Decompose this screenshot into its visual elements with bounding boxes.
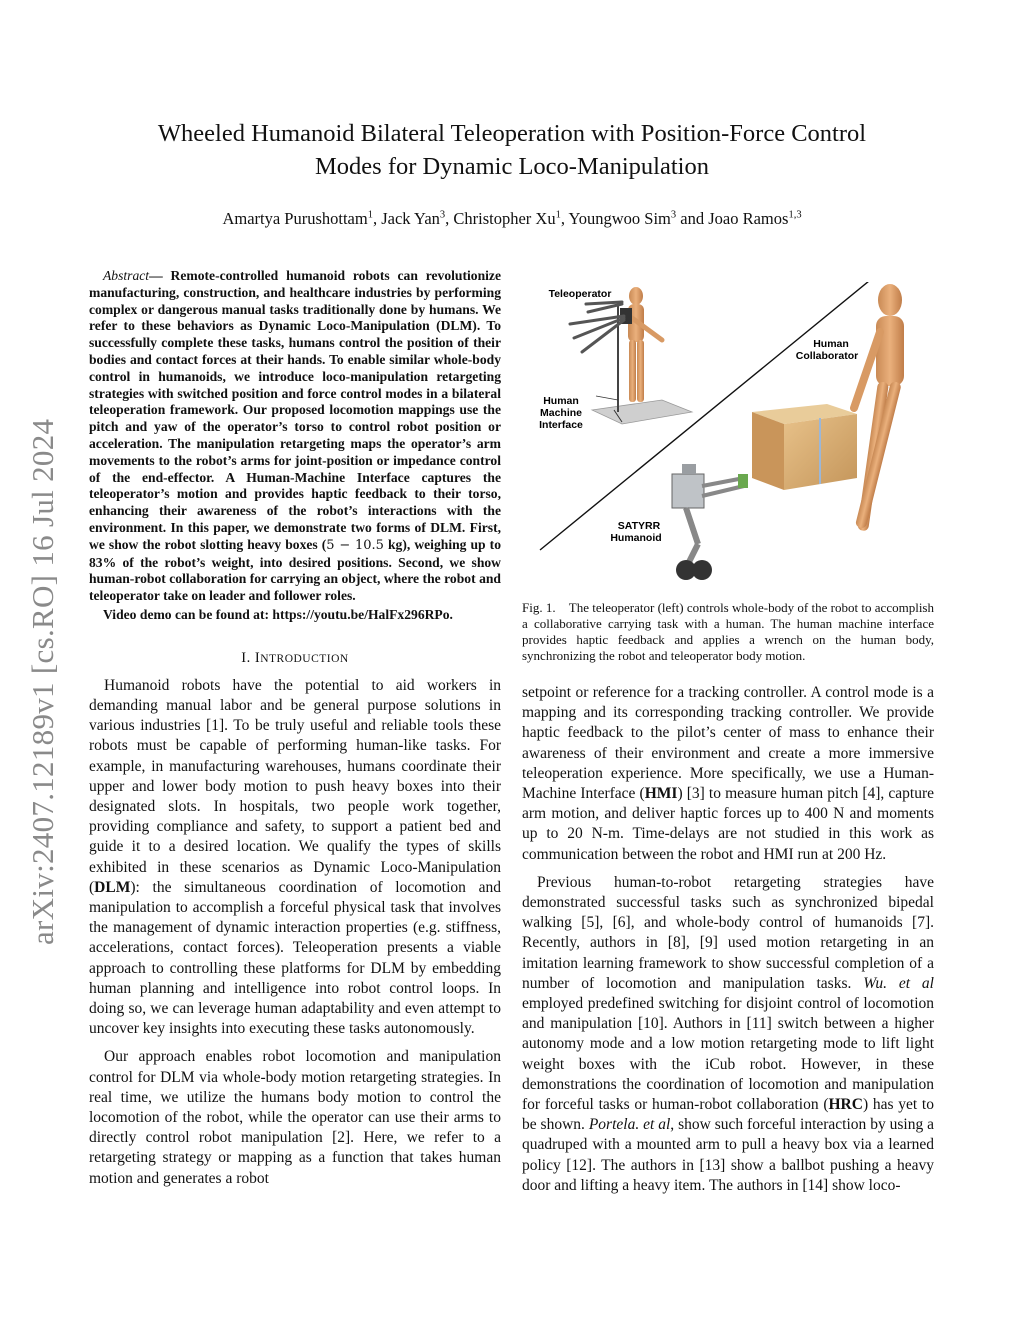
satyrr-robot-figure	[672, 464, 748, 580]
figure-caption: Fig. 1. The teleoperator (left) controls whole-body of the robot to accomplish a collaborative carrying task with a human. The human machine interface provides haptic feedback and applies a wrench on the human body, synchronizing the robot and teleoperator body motion.	[522, 600, 934, 663]
teleoperator-figure	[620, 287, 662, 402]
title-line-2: Modes for Dynamic Loco-Manipulation	[315, 153, 709, 180]
arxiv-identifier: arXiv:2407.12189v1 [cs.RO] 16 Jul 2024	[25, 418, 60, 945]
right-paragraph-2: Previous human-to-robot retargeting strategies have demonstrated successful tasks such as synchronized bipedal walking [5], [6], and whole-body control of humanoids [7]. Recently, authors in [8], [9] used motion retargeting in an imitation learning framework to show successful completion of a number of locomotion and manipulation tasks. Wu. et al employed predefined switching for disjoint control of locomotion and manipulation [10]. Authors in [11] switch between a higher autonomy mode and a low motion retargeting mode to lift light weight boxes with the iCub robot. However, in these demonstrations the coordination of locomotion and manipulation for forceful tasks or human-robot collaboration (HRC) has yet to be shown. Portela. et al, show such forceful interaction by using a quadruped with a mounted arm to pull a heavy box via a learned policy [12]. The authors in [13] show a ballbot pushing a heavy door and lifting a heavy item. The authors in [14] show loco-	[522, 873, 935, 1194]
label-hmi-2: Machine	[539, 407, 583, 419]
label-teleoperator: Teleoperator	[548, 288, 612, 300]
video-demo-link[interactable]: Video demo can be found at: https://youtu.be/HalFx296RPo.	[103, 606, 453, 622]
figure-1	[522, 282, 934, 664]
left-column	[89, 268, 501, 1189]
label-satyrr-2: Humanoid	[610, 532, 662, 544]
author: Joao Ramos$^{1,3}$	[708, 209, 802, 228]
label-collab-1: Human	[813, 338, 849, 350]
teleoperation-illustration	[522, 282, 934, 592]
label-collab-2: Collaborator	[795, 350, 859, 362]
intro-paragraph-1: Humanoid robots have the potential to aid workers in demanding manual labor and be general purpose solutions in various industries [1]. To be truly useful and reliable tools these robots must be capable of performing human-like tasks. For example, in manufacturing warehouses, humans coordinate their upper and lower body motion to push heavy boxes into their designated slots. In hospitals, two people work together, providing compliance and safety, to support a patient bed and guide it to a desired location. We qualify the types of skills exhibited in these scenarios as Dynamic Loco-Manipulation (DLM): the simultaneous coordination of locomotion and manipulation to accomplish a forceful physical task that involves the management of dynamic interaction properties (e.g. stiffness, accelerations, contact forces). Teleoperation presents a viable approach to controlling these platforms for DLM by embedding human planning and intelligence into robot control loops. In doing so, we can leverage human adaptability and even attempt to uncover key insights into executing these tasks autonomously.	[89, 676, 501, 1038]
section-heading-introduction: I. INTRODUCTION	[241, 649, 349, 666]
author: Amartya Purushottam$^1$,	[222, 209, 382, 228]
intro-paragraph-2: Our approach enables robot locomotion and manipulation control for DLM via whole-body motion retargeting strategies. In real time, we utilize the humans body motion to control the locomotion of the robot, while the operator can use their arms to directly control robot manipulation [2]. Here, we refer to a retargeting strategy or mapping as a function that takes human motion and generates a robot	[89, 1048, 501, 1187]
author-list	[80, 209, 944, 229]
right-column-text	[522, 683, 934, 1196]
paper-title	[80, 117, 944, 183]
abstract: Abstract— Remote-controlled humanoid robots can revolutionize manufacturing, construction, and healthcare industries by performing complex or dangerous manual tasks traditionally done by humans. We refer to these behaviors as Dynamic Loco-Manipulation (DLM). To successfully complete these tasks, humans control the position of their bodies and contact forces at their hands. To enable similar whole-body control in humanoids, we introduce loco-manipulation retargeting strategies with switched position and force control modes in a bilateral teleoperation framework. Our proposed locomotion mappings use the pitch and yaw of the operator’s torso to control robot position or acceleration. The manipulation retargeting maps the operator’s arm movements to the robot’s arms for joint-position or impedance control of the end-effector. A Human-Machine Interface captures the teleoperator’s motion and provides haptic feedback to their torso, enhancing their awareness of the robot’s interactions with the environment. In this paper, we demonstrate two forms of DLM. First, we show the robot slotting heavy boxes (5 − 10.5 kg), weighing up to 83% of the robot’s weight, into desired positions. Second, we show human-robot collaboration for carrying an object, where the robot and teleoperator take on leader and follower roles.	[89, 268, 501, 604]
title-line-1: Wheeled Humanoid Bilateral Teleoperation with Position-Force Control	[157, 120, 867, 147]
hmi-platform	[592, 400, 692, 424]
right-paragraph-1: setpoint or reference for a tracking controller. A control mode is a mapping and its corresponding tracking controller. We provide haptic feedback to the pilot’s center of mass to enhance their awareness of their environment and create a more immersive teleoperation experience. More specifically, we use a Human-Machine Interface (HMI) [3] to measure human pitch [4], capture arm motion, and deliver haptic forces up to 400 N and moments up to 20 N-m. Time-delays are not studied in this work as communication between the robot and HMI run at 200 Hz.	[522, 684, 935, 863]
author: Christopher Xu$^1$,	[453, 209, 569, 228]
author: Youngwoo Sim$^3$ and	[568, 209, 709, 228]
arm-motion-trace	[570, 302, 624, 352]
label-hmi-3: Interface	[539, 419, 583, 431]
human-collaborator-figure	[854, 284, 904, 531]
author: Jack Yan$^3$,	[381, 209, 454, 228]
box	[752, 404, 857, 490]
label-hmi-1: Human	[543, 395, 579, 407]
label-satyrr-1: SATYRR	[617, 520, 661, 532]
figure-image	[522, 282, 934, 592]
